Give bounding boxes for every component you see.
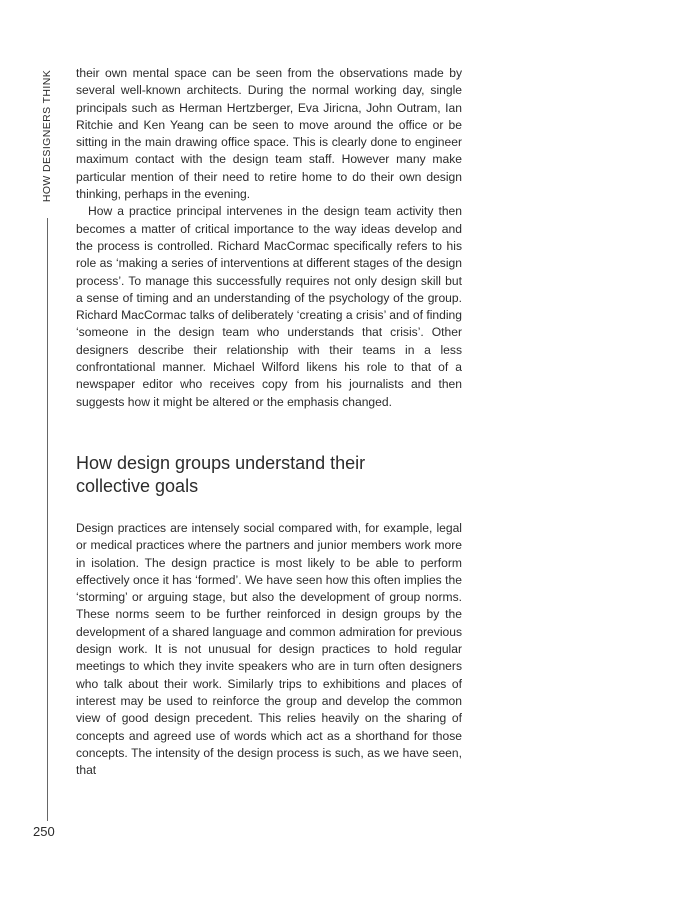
body-paragraph-2: How a practice principal intervenes in the design team activity then becomes a matter of critical importance to the way ideas develop and the process is controlled. Richard MacCormac specifically refers to his role as ‘making a series of interventions at different stages of the design process’. To manage this successfully requires not only design skill but a sense of timing and an understanding of the psychology of the group. Richard MacCormac talks of deliberately ‘creating a crisis’ and of finding ‘someone in the design team who understands that crisis’. Other designers describe their relationship with their teams in a less confrontational manner. Michael Wilford likens his role to that of a newspaper editor who receives copy from his journalists and then suggests how it might be altered or the emphasis changed. [76, 204, 462, 409]
running-head [42, 66, 52, 206]
body-paragraph-3: Design practices are intensely social compared with, for example, legal or medical practices where the partners and junior members work more in isolation. The design practice is most likely to be able to perform effectively once it has ‘formed’. We have seen how this often implies the ‘storming’ or arguing stage, but also the development of group norms. These norms seem to be further reinforced in design groups by the development of a shared language and common admiration for previous design work. It is not unusual for design practices to hold regular meetings to which they invite speakers who are in turn often designers who talk about their work. Similarly trips to exhibitions and places of interest may be used to reinforce the group and develop the common view of good design precedent. This relies heavily on the sharing of concepts and agreed use of words which act as a shorthand for those concepts. The intensity of the design process is such, as we have seen, that [76, 520, 462, 778]
running-head-text: HOW DESIGNERS THINK [41, 69, 53, 203]
margin-rule [47, 218, 48, 821]
body-paragraph-1: their own mental space can be seen from the observations made by several well-known architects. During the normal working day, single principals such as Herman Hertzberger, Eva Jiricna, John Outram, Ian Ritchie and Ken Yeang can be seen to move around the office or be sitting in the main drawing office space. This is clearly done to engineer maximum contact with the design team staff. However many make particular mention of their need to retire home to do their own design thinking, perhaps in the evening. [76, 66, 462, 202]
page-number: 250 [33, 824, 55, 839]
text-column [76, 65, 462, 779]
section-heading: How design groups understand their collective goals [76, 452, 366, 496]
